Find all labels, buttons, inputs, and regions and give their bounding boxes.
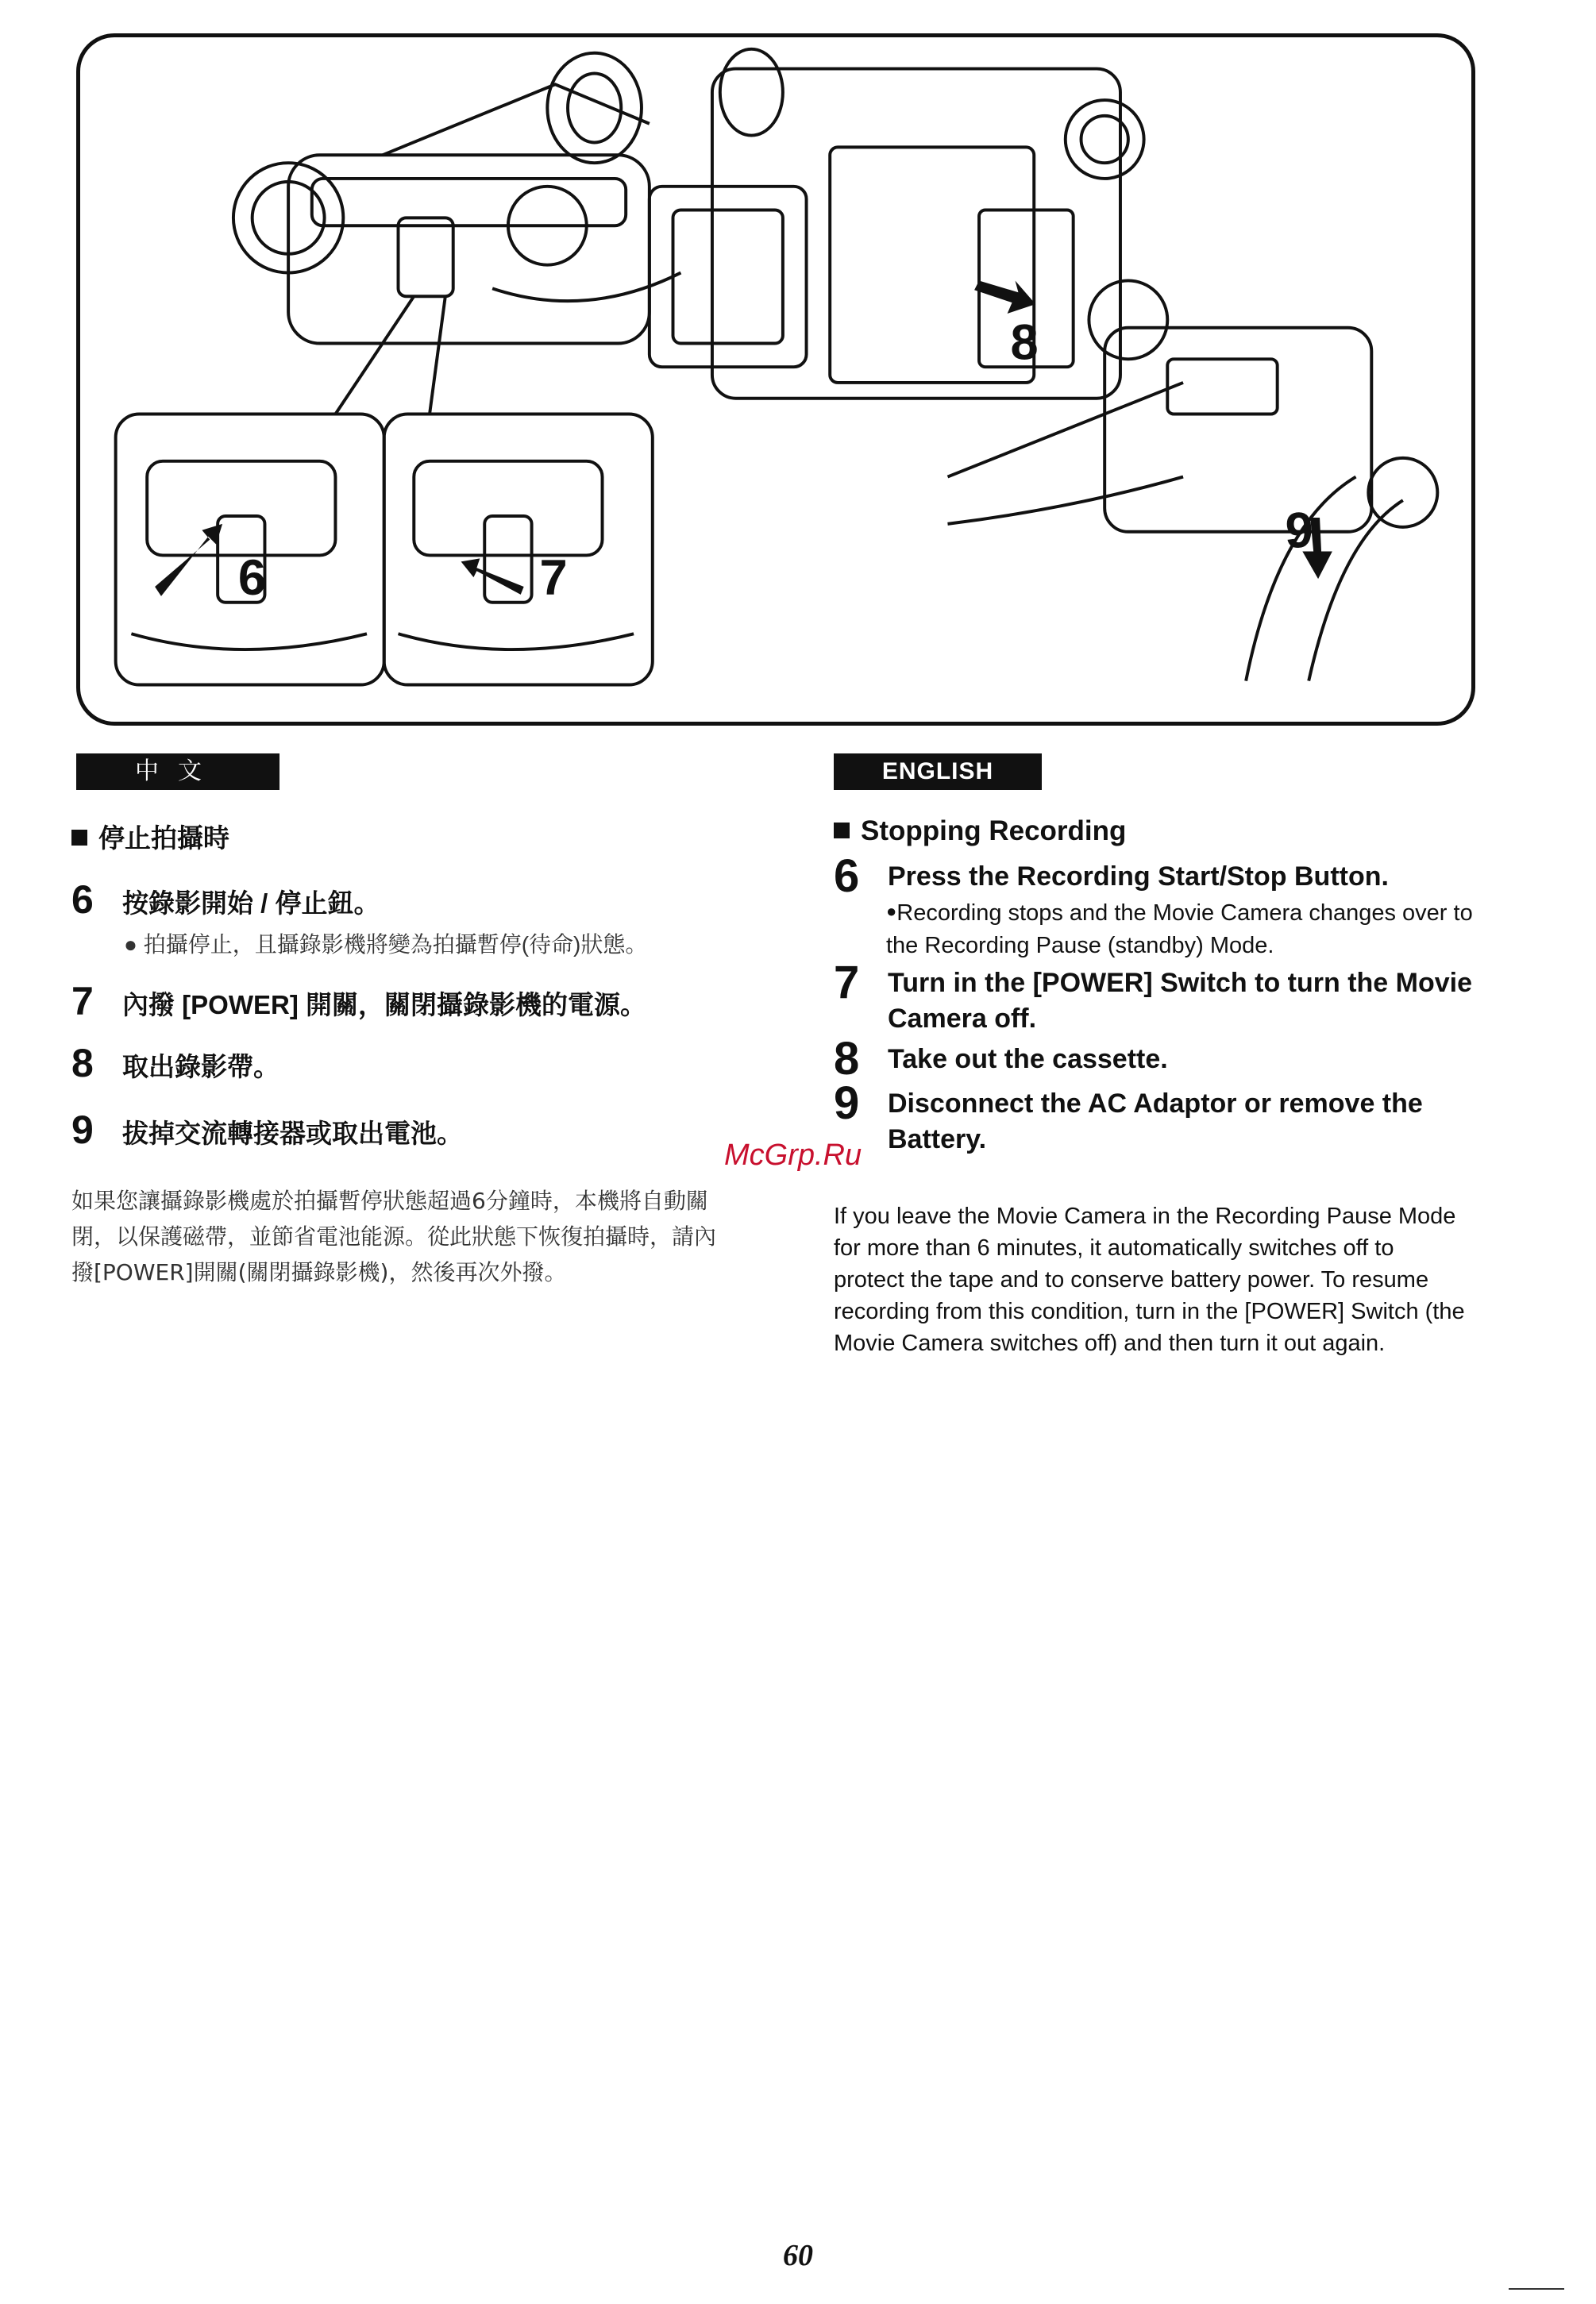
step-text: 拔掉交流轉接器或取出電池。 <box>122 1119 463 1148</box>
chinese-paragraph: 如果您讓攝錄影機處於拍攝暫停狀態超過6分鐘時，本機將自動關閉，以保護磁帶，並節省電池能源。從此狀態下恢復拍攝時，請內撥[POWER]開關(關閉攝錄影機)，然後再次外撥。 <box>71 1188 717 1285</box>
english-heading-text: Stopping Recording <box>861 815 1127 846</box>
step-number: 8 <box>834 1033 860 1085</box>
page-number: 60 <box>783 2239 813 2272</box>
watermark: McGrp.Ru <box>724 1139 862 1172</box>
step-number: 9 <box>71 1108 94 1152</box>
callout-9: 9 <box>1285 503 1313 559</box>
chinese-section-label: 中文 <box>76 753 279 790</box>
callout-6: 6 <box>237 549 267 606</box>
chinese-step-6-note <box>124 927 647 959</box>
illustration-drawing <box>80 37 1471 722</box>
callout-7: 7 <box>539 549 568 606</box>
step-number: 8 <box>71 1041 94 1085</box>
arrow-step-6 <box>155 524 222 596</box>
chinese-heading-text: 停止拍攝時 <box>98 823 229 853</box>
heading-square-icon <box>834 823 850 838</box>
english-section-label: ENGLISH <box>834 753 1042 790</box>
inset-step-7 <box>384 414 653 684</box>
arrow-step-8 <box>974 280 1035 314</box>
step-text: Press the Recording Start/Stop Button. <box>888 861 1389 892</box>
step-number: 6 <box>834 850 860 902</box>
arrow-step-7 <box>461 558 524 594</box>
camcorder-rear-view <box>233 53 680 414</box>
callout-8: 8 <box>1010 314 1039 371</box>
step-text: Turn in the [POWER] Switch to turn the Movie Camera off. <box>888 968 1472 1034</box>
chinese-heading <box>71 818 229 855</box>
step-number: 7 <box>834 957 860 1008</box>
step-text: 按錄影開始 / 停止鈕。 <box>122 888 380 918</box>
camcorder-open-cassette <box>650 49 1144 399</box>
step-text: 內撥 [POWER] 開關，關閉攝錄影機的電源。 <box>122 990 646 1019</box>
step-text: 取出錄影帶。 <box>122 1052 279 1081</box>
camcorder-illustration <box>76 33 1475 726</box>
step-number: 6 <box>71 877 94 922</box>
corner-rule <box>1509 2288 1564 2290</box>
note-text: 拍攝停止，且攝錄影機將變為拍攝暫停(待命)狀態。 <box>143 932 648 957</box>
bullet-icon: ● <box>124 932 144 957</box>
step-text: Disconnect the AC Adaptor or remove the Battery. <box>888 1088 1423 1154</box>
step-text: Take out the cassette. <box>888 1044 1168 1074</box>
english-step-6-note <box>886 895 1490 962</box>
note-text: Recording stops and the Movie Camera changes over to the Recording Pause (standby) Mode. <box>886 900 1473 958</box>
step-number: 9 <box>834 1077 860 1129</box>
heading-square-icon <box>71 830 87 846</box>
step-number: 7 <box>71 979 94 1023</box>
english-heading <box>834 815 1126 847</box>
english-paragraph: If you leave the Movie Camera in the Recording Pause Mode for more than 6 minutes, it automatically switches off to protect the tape and to conserve battery power. To resume recording from this condition, turn in the [POWER] Switch (the Movie Camera switches off) and then turn it out again. <box>834 1204 1465 1356</box>
bullet-icon: ● <box>886 901 897 921</box>
